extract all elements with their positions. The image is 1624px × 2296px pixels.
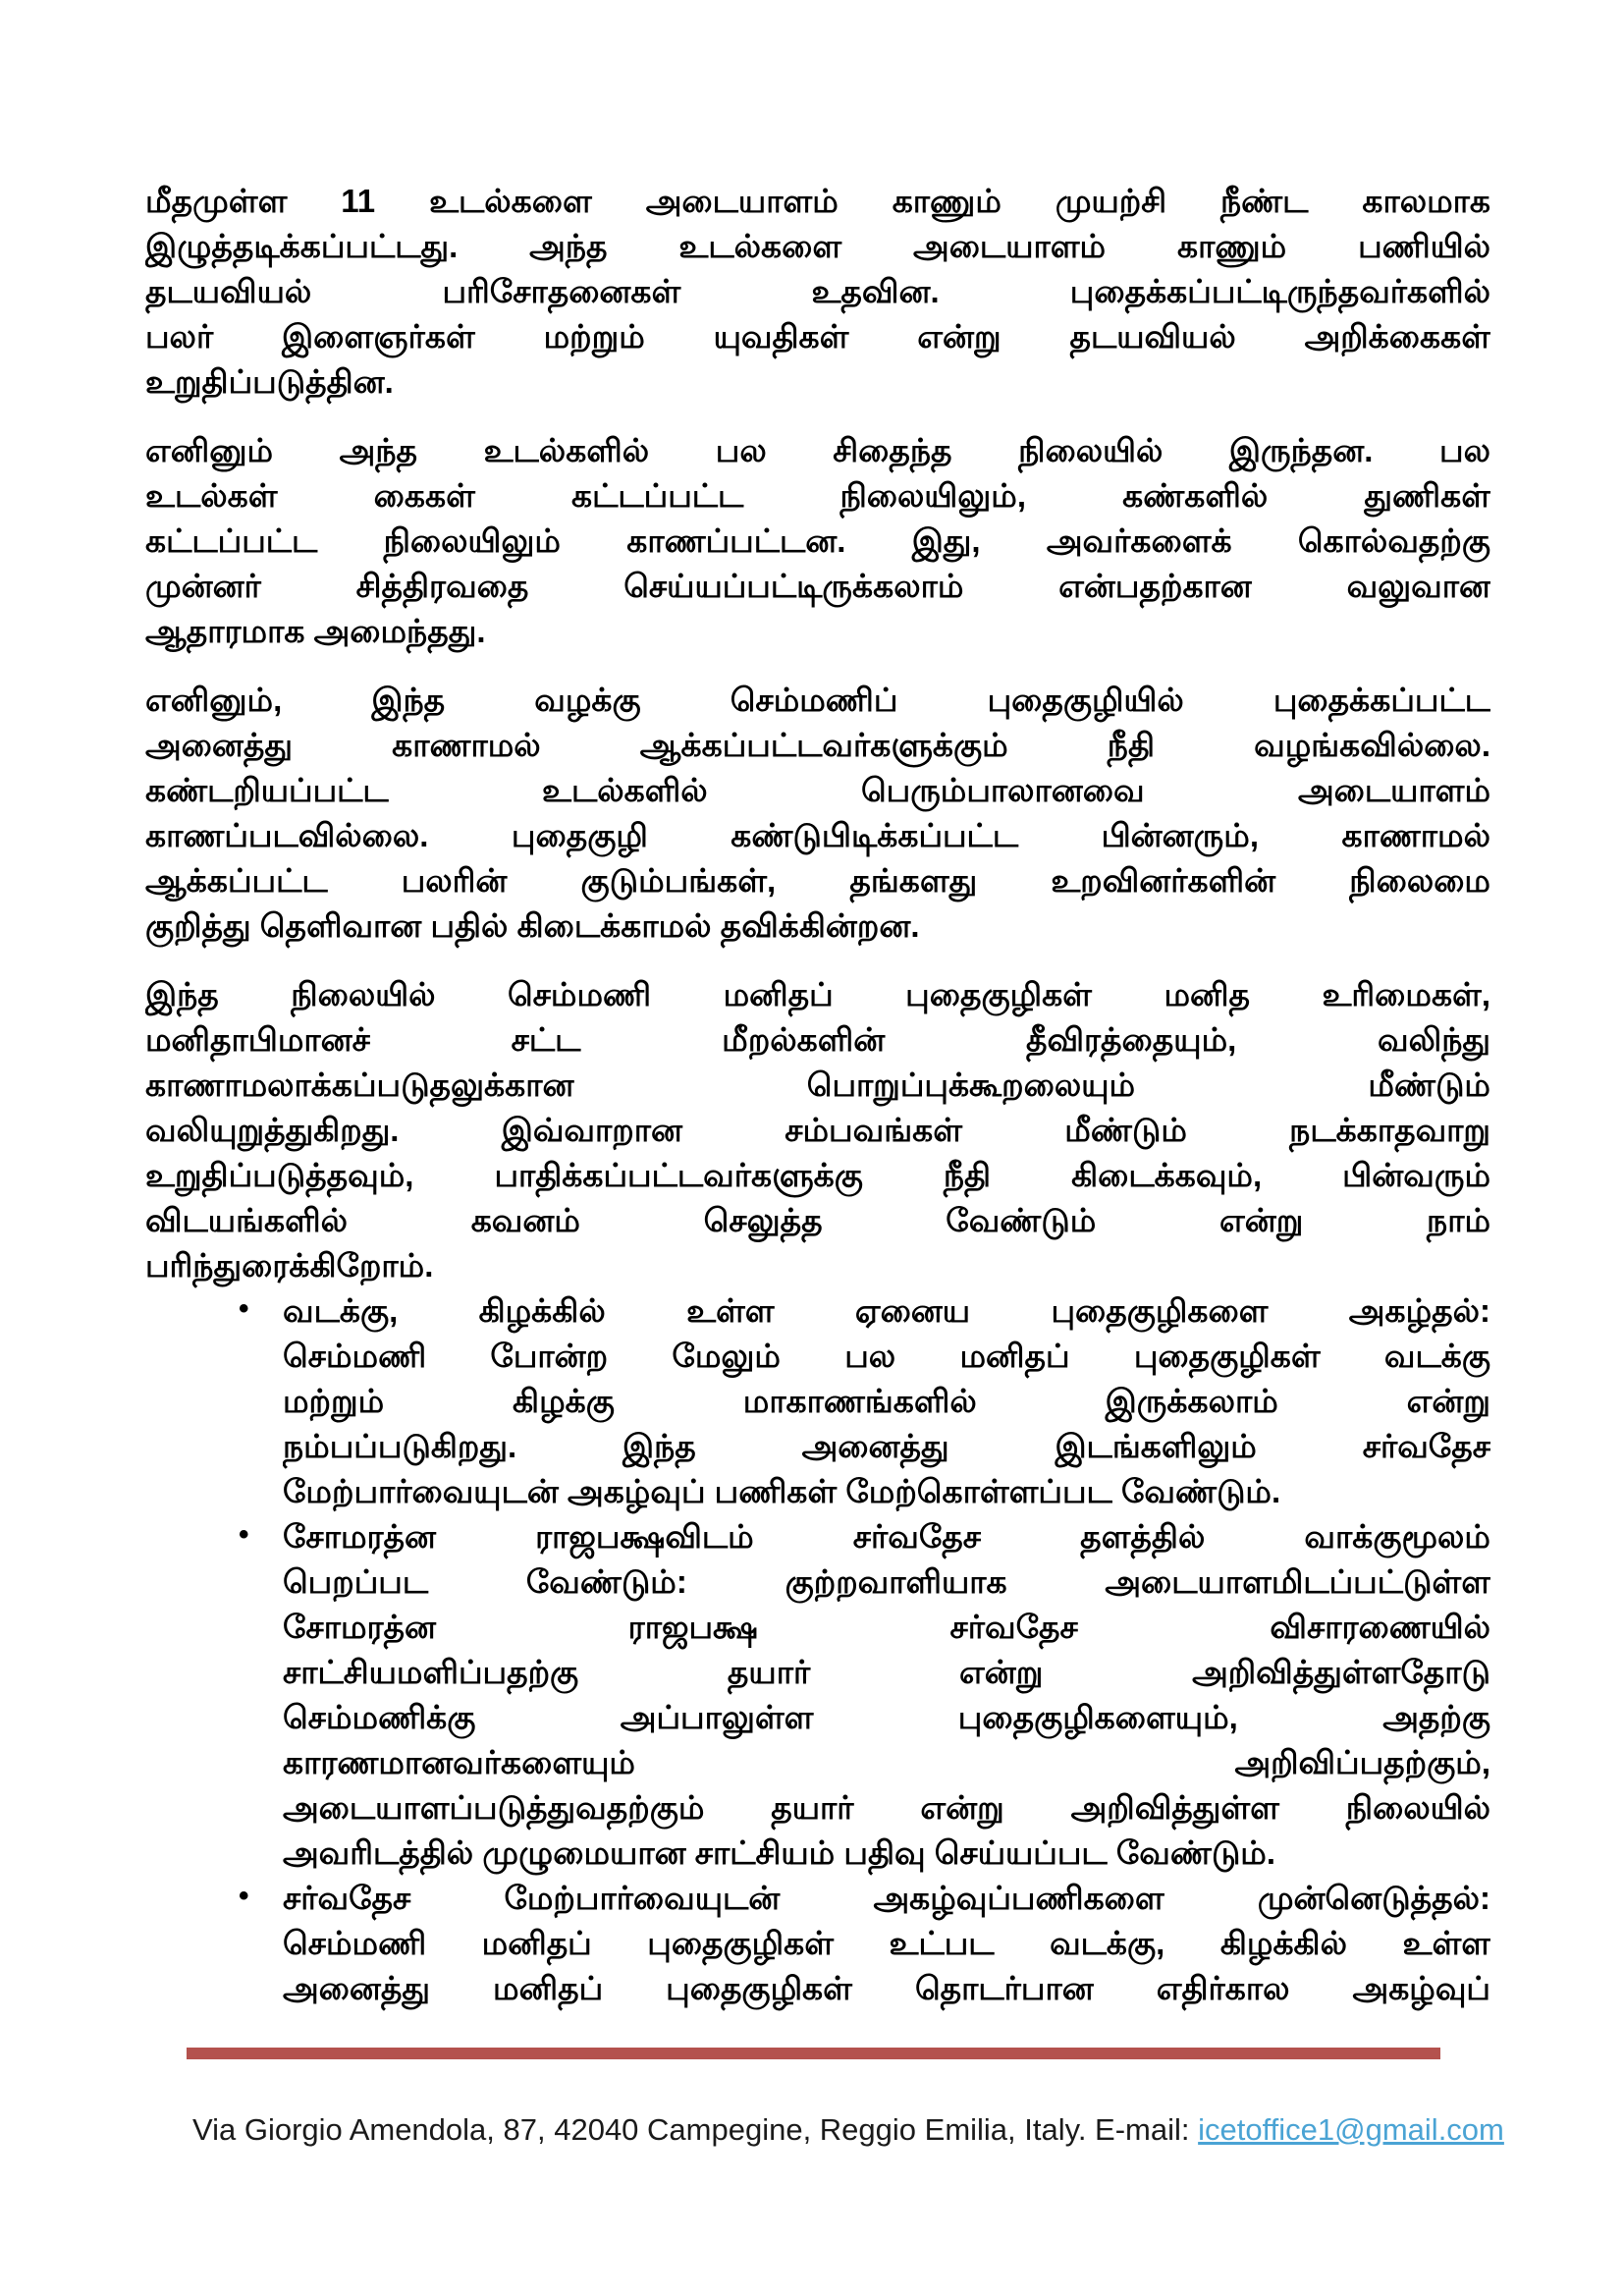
text-line: அனைத்து மனிதப் புதைகுழிகள் தொடர்பான எதிர்கால அகழ்வுப்: [283, 1970, 1490, 2006]
text-line: பரிந்துரைக்கிறோம்.: [145, 1247, 434, 1284]
text-line: செம்மணி மனிதப் புதைகுழிகள் உட்பட வடக்கு, கிழக்கில் உள்ள: [283, 1925, 1490, 1961]
text-line: ஆக்கப்பட்ட பலரின் குடும்பங்கள், தங்களது உறவினர்களின் நிலைமை: [145, 862, 1490, 899]
text-line: செம்மணிக்கு அப்பாலுள்ள புதைகுழிகளையும், அதற்கு: [283, 1699, 1490, 1735]
text-line: வலியுறுத்துகிறது. இவ்வாறான சம்பவங்கள் மீண்டும் நடக்காதவாறு: [145, 1112, 1490, 1148]
document-body: [145, 179, 1490, 2011]
text-line: பெறப்பட வேண்டும்: குற்றவாளியாக அடையாளமிடப்பட்டுள்ள: [283, 1563, 1490, 1600]
text-line: ஆதாரமாக அமைந்தது.: [145, 613, 486, 649]
text-line: காரணமானவர்களையும் அறிவிப்பதற்கும்,: [283, 1744, 1490, 1780]
text-line: நம்பப்படுகிறது. இந்த அனைத்து இடங்களிலும் சர்வதேச: [283, 1428, 1490, 1464]
text-line: பலர் இளைஞர்கள் மற்றும் யுவதிகள் என்று தடயவியல் அறிக்கைகள்: [145, 318, 1490, 355]
text-line: வடக்கு, கிழக்கில் உள்ள ஏனைய புதைகுழிகளை அகழ்தல்:: [283, 1292, 1490, 1329]
text-line: மற்றும் கிழக்கு மாகாணங்களில் இருக்கலாம் என்று: [283, 1383, 1490, 1419]
text-line: எனினும் அந்த உடல்களில் பல சிதைந்த நிலையில் இருந்தன. பல: [145, 432, 1490, 468]
text-line: மேற்பார்வையுடன் அகழ்வுப் பணிகள் மேற்கொள்ளப்பட வேண்டும்.: [283, 1473, 1281, 1509]
bullet-item: [145, 1876, 1490, 2011]
paragraph: [145, 678, 1490, 949]
text-line: இந்த நிலையில் செம்மணி மனிதப் புதைகுழிகள் மனித உரிமைகள்,: [145, 976, 1490, 1012]
text-line: மனிதாபிமானச் சட்ட மீறல்களின் தீவிரத்தையும், வலிந்து: [145, 1021, 1490, 1058]
footer-address: [192, 2110, 1504, 2150]
text-line: செம்மணி போன்ற மேலும் பல மனிதப் புதைகுழிகள் வடக்கு: [283, 1338, 1490, 1374]
bullet-icon: •: [239, 1292, 249, 1325]
text-line: கண்டறியப்பட்ட உடல்களில் பெரும்பாலானவை அடையாளம்: [145, 772, 1490, 808]
text-line: சர்வதேச மேற்பார்வையுடன் அகழ்வுப்பணிகளை முன்னெடுத்தல்:: [283, 1880, 1490, 1916]
text-line: அனைத்து காணாமல் ஆக்கப்பட்டவர்களுக்கும் நீதி வழங்கவில்லை.: [145, 727, 1490, 763]
text-line: விடயங்களில் கவனம் செலுத்த வேண்டும் என்று நாம்: [145, 1202, 1490, 1238]
paragraph: [145, 179, 1490, 405]
text-line: அவரிடத்தில் முழுமையான சாட்சியம் பதிவு செய்யப்பட வேண்டும்.: [283, 1834, 1276, 1871]
paragraph: [145, 428, 1490, 654]
email-link[interactable]: icetoffice1@gmail.com: [1198, 2112, 1504, 2147]
bullet-icon: •: [239, 1880, 249, 1912]
text-line: கட்டப்பட்ட நிலையிலும் காணப்பட்டன. இது, அவர்களைக் கொல்வதற்கு: [145, 522, 1490, 559]
text-line: உறுதிப்படுத்தவும், பாதிக்கப்பட்டவர்களுக்கு நீதி கிடைக்கவும், பின்வரும்: [145, 1157, 1490, 1193]
text-line: உடல்கள் கைகள் கட்டப்பட்ட நிலையிலும், கண்களில் துணிகள்: [145, 477, 1490, 514]
footer-address-text: Via Giorgio Amendola, 87, 42040 Campegine, Reggio Emilia, Italy. E-mail:: [192, 2112, 1199, 2147]
text-line: மீதமுள்ள 11 உடல்களை அடையாளம் காணும் முயற்சி நீண்ட காலமாக: [145, 183, 1490, 219]
text-line: முன்னர் சித்திரவதை செய்யப்பட்டிருக்கலாம் என்பதற்கான வலுவான: [145, 568, 1490, 604]
text-line: சோமரத்ன ராஜபக்ஷவிடம் சர்வதேச தளத்தில் வாக்குமூலம்: [283, 1518, 1490, 1555]
text-line: எனினும், இந்த வழக்கு செம்மணிப் புதைகுழியில் புதைக்கப்பட்ட: [145, 682, 1490, 718]
text-line: இழுத்தடிக்கப்பட்டது. அந்த உடல்களை அடையாளம் காணும் பணியில்: [145, 228, 1490, 264]
text-line: சாட்சியமளிப்பதற்கு தயார் என்று அறிவித்துள்ளதோடு: [283, 1654, 1490, 1690]
bullet-icon: •: [239, 1518, 249, 1551]
bullet-item: [145, 1514, 1490, 1876]
text-line: காணப்படவில்லை. புதைகுழி கண்டுபிடிக்கப்பட்ட பின்னரும், காணாமல்: [145, 817, 1490, 853]
footer-rule: [187, 2048, 1440, 2059]
text-line: காணாமலாக்கப்படுதலுக்கான பொறுப்புக்கூறலையும் மீண்டும்: [145, 1066, 1490, 1103]
paragraph: [145, 972, 1490, 1288]
text-line: சோமரத்ன ராஜபக்ஷ சர்வதேச விசாரணையில்: [283, 1609, 1490, 1645]
text-line: குறித்து தெளிவான பதில் கிடைக்காமல் தவிக்கின்றன.: [145, 907, 920, 944]
text-line: தடயவியல் பரிசோதனைகள் உதவின. புதைக்கப்பட்டிருந்தவர்களில்: [145, 273, 1490, 309]
bullet-item: [145, 1288, 1490, 1514]
text-line: அடையாளப்படுத்துவதற்கும் தயார் என்று அறிவித்துள்ள நிலையில்: [283, 1789, 1490, 1826]
text-line: உறுதிப்படுத்தின.: [145, 363, 394, 400]
